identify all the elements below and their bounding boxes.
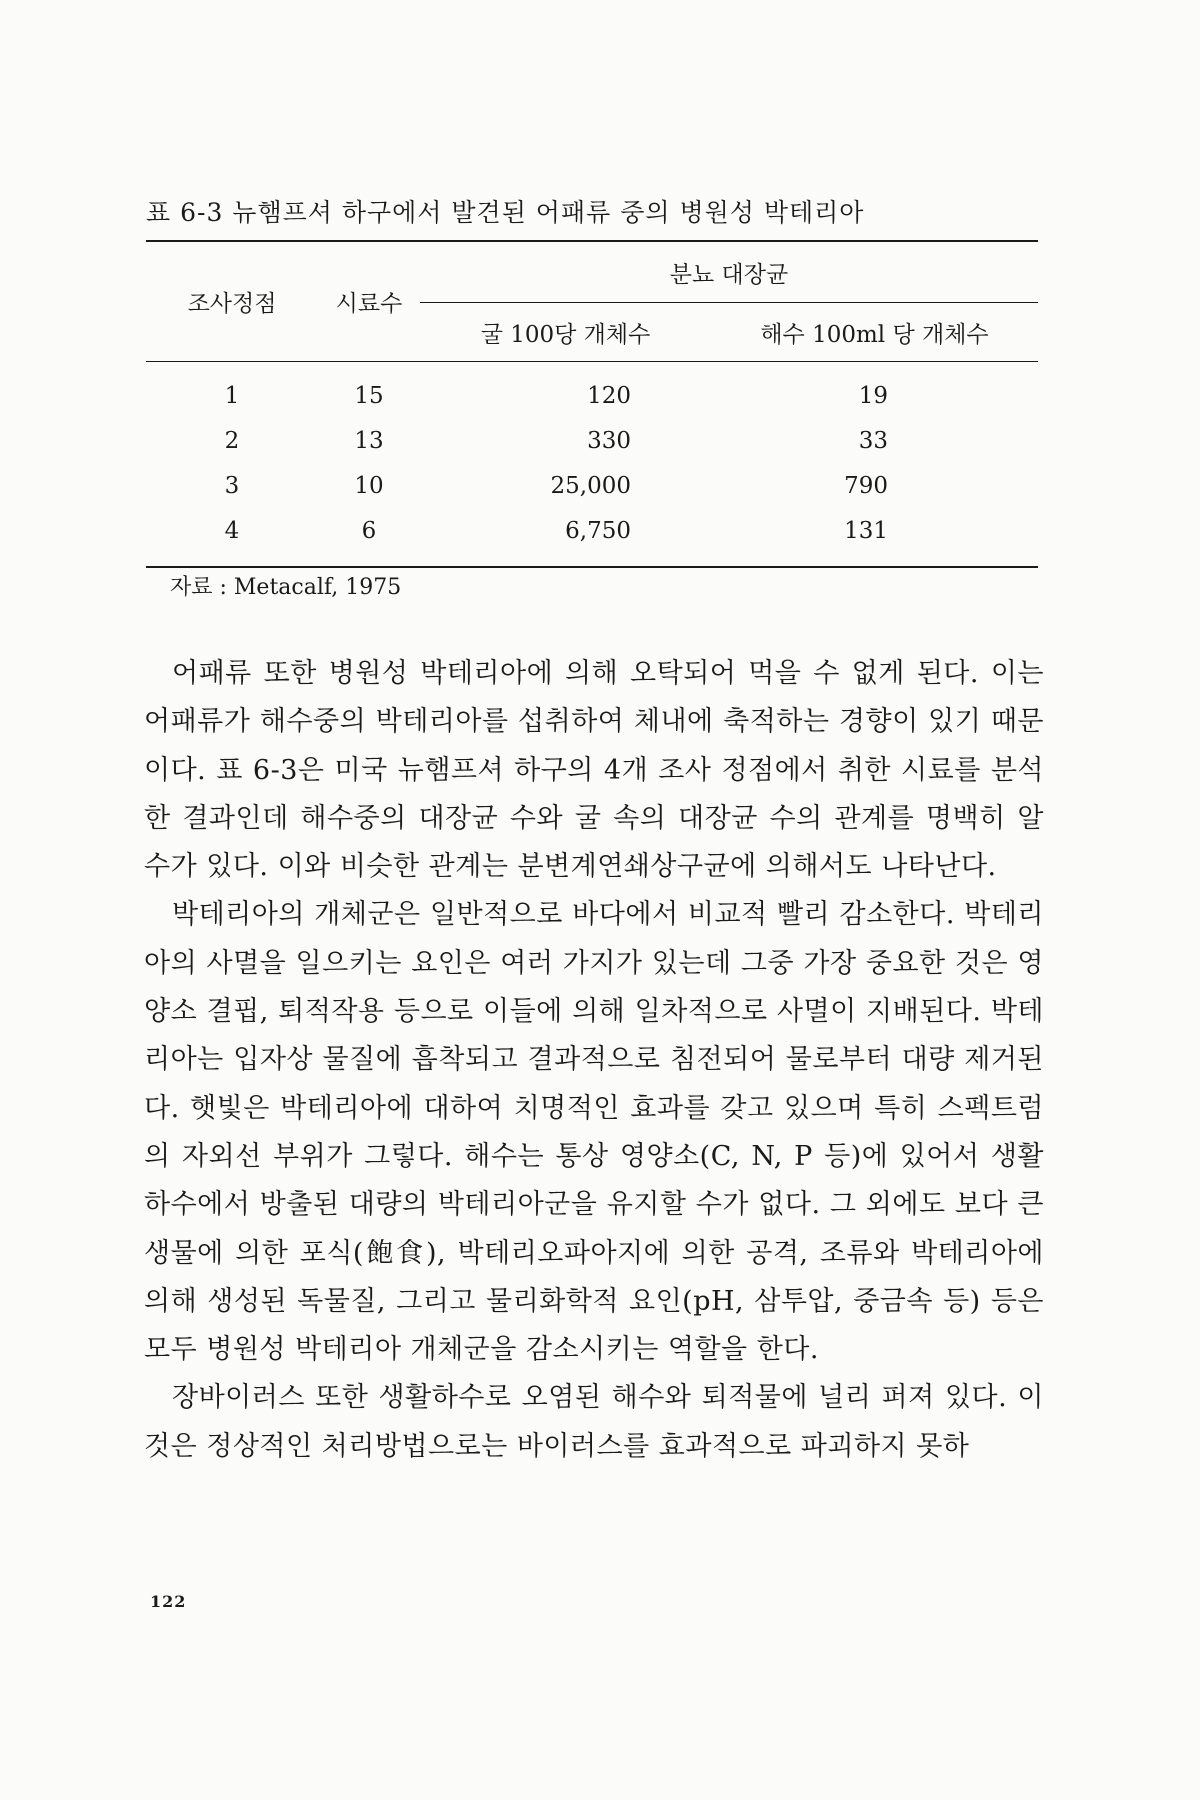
table-row [146, 418, 1038, 463]
bacteria-table [146, 240, 1038, 568]
page-number: 122 [150, 1592, 187, 1611]
table-source: 자료 : Metacalf, 1975 [170, 575, 402, 600]
cell-samples: 6 [361, 517, 377, 544]
cell-oyster: 120 [587, 382, 631, 409]
table-row [146, 508, 1038, 567]
table-row [146, 362, 1038, 419]
header-oyster-count: 굴 100당 개체수 [480, 321, 651, 348]
header-station: 조사정점 [187, 291, 277, 317]
paragraph: 어패류 또한 병원성 박테리아에 의해 오탁되어 먹을 수 없게 된다. 이는 어패류가 해수중의 박테리아를 섭취하여 체내에 축적하는 경향이 있기 때문이다. 표 6-3은 미국 뉴햄프셔 하구의 4개 조사 정점에서 취한 시료를 분석한 결과인데 해수중의 대장균 수와 굴 속의 대장균 수의 관계를 명백히 알 수가 있다. 이와 비슷한 관계는 분변계연쇄상구균에 의해서도 나타난다. [144, 658, 1044, 883]
body-text [144, 650, 1044, 1471]
cell-station: 4 [224, 517, 240, 544]
cell-station: 3 [224, 472, 240, 499]
cell-seawater: 33 [858, 427, 888, 454]
table-caption: 표 6-3 뉴햄프셔 하구에서 발견된 어패류 중의 병원성 박테리아 [146, 198, 865, 227]
paragraph: 박테리아의 개체군은 일반적으로 바다에서 비교적 빨리 감소한다. 박테리아의 사멸을 일으키는 요인은 여러 가지가 있는데 그중 가장 중요한 것은 영양소 결핍, 퇴적작용 등으로 이들에 의해 일차적으로 사멸이 지배된다. 박테리아는 입자상 물질에 흡착되고 결과적으로 침전되어 물로부터 대량 제거된다. 햇빛은 박테리아에 대하여 치명적인 효과를 갖고 있으며 특히 스펙트럼의 자외선 부위가 그렇다. 해수는 통상 영양소(C, N, P 등)에 있어서 생활하수에서 방출된 대량의 박테리아군을 유지할 수가 없다. 그 외에도 보다 큰 생물에 의한 포식(飽食), 박테리오파아지에 의한 공격, 조류와 박테리아에 의해 생성된 독물질, 그리고 물리화학적 요인(pH, 삼투압, 중금속 등) 등은 모두 병원성 박테리아 개체군을 감소시키는 역할을 한다. [144, 899, 1044, 1366]
cell-oyster: 25,000 [550, 472, 631, 499]
cell-seawater: 790 [844, 472, 888, 499]
cell-samples: 13 [354, 427, 384, 454]
cell-oyster: 330 [587, 427, 631, 454]
cell-seawater: 131 [844, 517, 888, 544]
table-row [146, 463, 1038, 508]
header-fecal-coliform: 분뇨 대장균 [420, 241, 1038, 303]
cell-seawater: 19 [858, 382, 888, 409]
paragraph: 장바이러스 또한 생활하수로 오염된 해수와 퇴적물에 널리 퍼져 있다. 이것은 정상적인 처리방법으로는 바이러스를 효과적으로 파괴하지 못하 [144, 1382, 1044, 1462]
header-seawater-count: 해수 100ml 당 개체수 [760, 321, 989, 348]
cell-station: 2 [224, 427, 240, 454]
cell-samples: 15 [354, 382, 384, 409]
cell-samples: 10 [354, 472, 384, 499]
cell-oyster: 6,750 [565, 517, 631, 544]
cell-station: 1 [224, 382, 240, 409]
header-samples: 시료수 [335, 291, 403, 317]
